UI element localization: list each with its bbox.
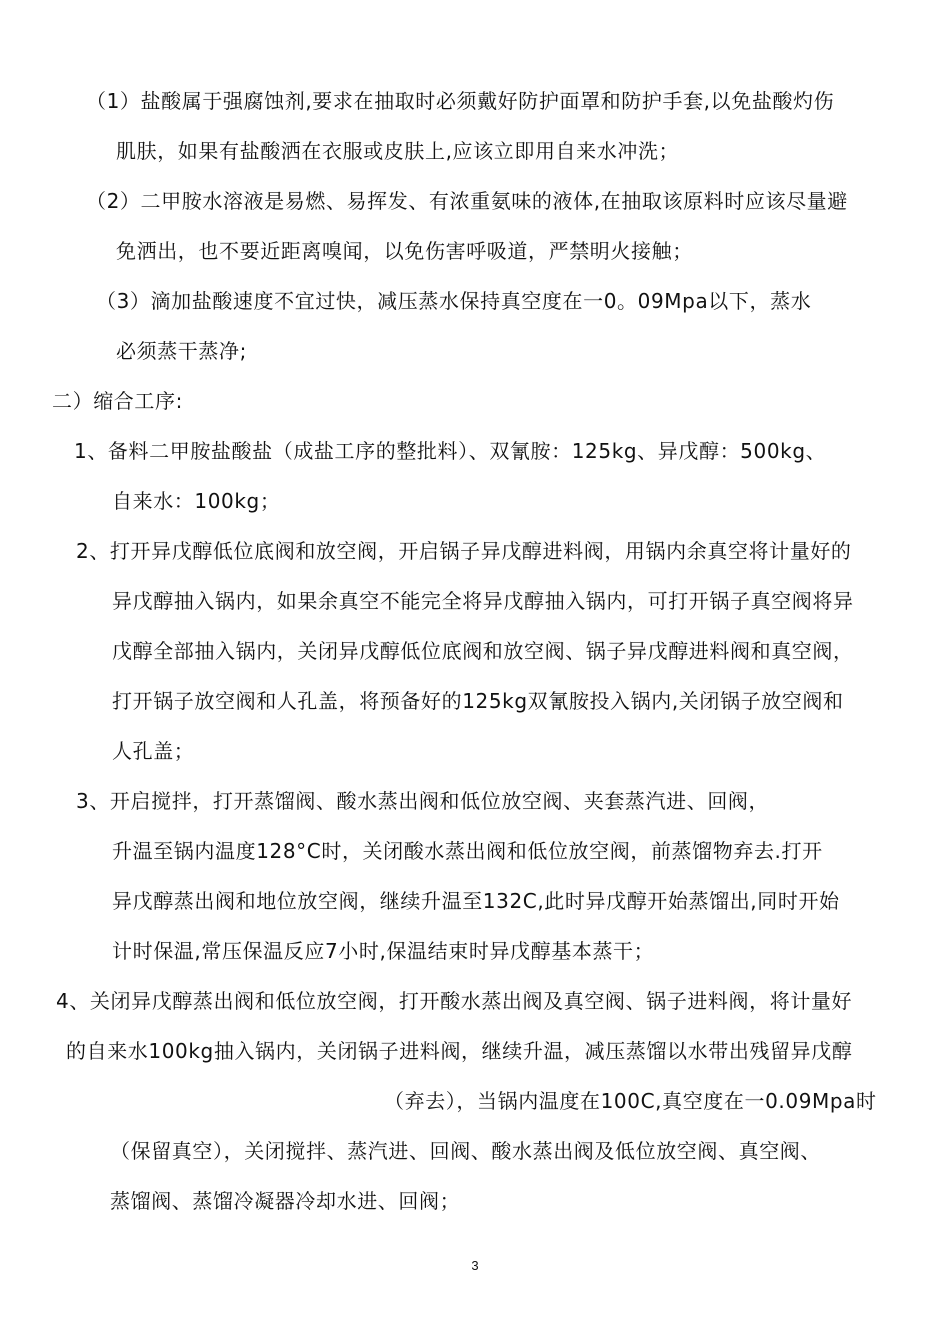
text-line: 的自来水100kg抽入锅内，关闭锅子进料阀，继续升温，减压蒸馏以水带出残留异戊醇 [66,1039,853,1063]
text-line: （2）二甲胺水溶液是易燃、易挥发、有浓重氨味的液体,在抽取该原料时应该尽量避 [86,189,848,213]
text-line: 3、开启搅拌，打开蒸馏阀、酸水蒸出阀和低位放空阀、夹套蒸汽进、回阀， [76,789,770,813]
text-line: 计时保温,常压保温反应7小时,保温结束时异戊醇基本蒸干； [112,939,655,963]
text-line: 打开锅子放空阀和人孔盖，将预备好的125kg双氰胺投入锅内,关闭锅子放空阀和 [112,689,844,713]
text-line: 肌肤，如果有盐酸洒在衣服或皮肤上,应该立即用自来水冲洗； [116,139,680,163]
text-line: 异戊醇蒸出阀和地位放空阀，继续升温至132C,此时异戊醇开始蒸馏出,同时开始 [112,889,840,913]
text-line: 1、备料二甲胺盐酸盐（成盐工序的整批料）、双氰胺：125kg、异戊醇：500kg、 [74,439,827,463]
text-line: 免洒出，也不要近距离嗅闻，以免伤害呼吸道，严禁明火接触； [116,239,693,263]
text-line: （3）滴加盐酸速度不宜过快，减压蒸水保持真空度在一0。09Mpa以下，蒸水 [96,289,812,313]
text-line: 2、打开异戊醇低位底阀和放空阀，开启锅子异戊醇进料阀，用锅内余真空将计量好的 [76,539,852,563]
text-line: （弃去），当锅内温度在100C,真空度在一0.09Mpa时 [384,1089,877,1113]
page-number: 3 [471,1258,479,1273]
text-line: （保留真空），关闭搅拌、蒸汽进、回阀、酸水蒸出阀及低位放空阀、真空阀、 [110,1139,821,1163]
text-line: 升温至锅内温度128°C时，关闭酸水蒸出阀和低位放空阀，前蒸馏物弃去.打开 [112,839,823,863]
text-line: 必须蒸干蒸净; [116,339,247,363]
section-heading: 二）缩合工序: [52,389,183,413]
text-line: 自来水：100kg； [112,489,281,513]
text-line: 戊醇全部抽入锅内，关闭异戊醇低位底阀和放空阀、锅子异戊醇进料阀和真空阀， [112,639,854,663]
text-line: 异戊醇抽入锅内，如果余真空不能完全将异戊醇抽入锅内，可打开锅子真空阀将异 [112,589,854,613]
text-line: 蒸馏阀、蒸馏冷凝器冷却水进、回阀； [110,1189,461,1213]
text-line: 4、关闭异戊醇蒸出阀和低位放空阀，打开酸水蒸出阀及真空阀、锅子进料阀，将计量好 [56,989,853,1013]
text-line: （1）盐酸属于强腐蚀剂,要求在抽取时必须戴好防护面罩和防护手套,以免盐酸灼伤 [86,89,835,113]
text-line: 人孔盖； [112,739,195,763]
